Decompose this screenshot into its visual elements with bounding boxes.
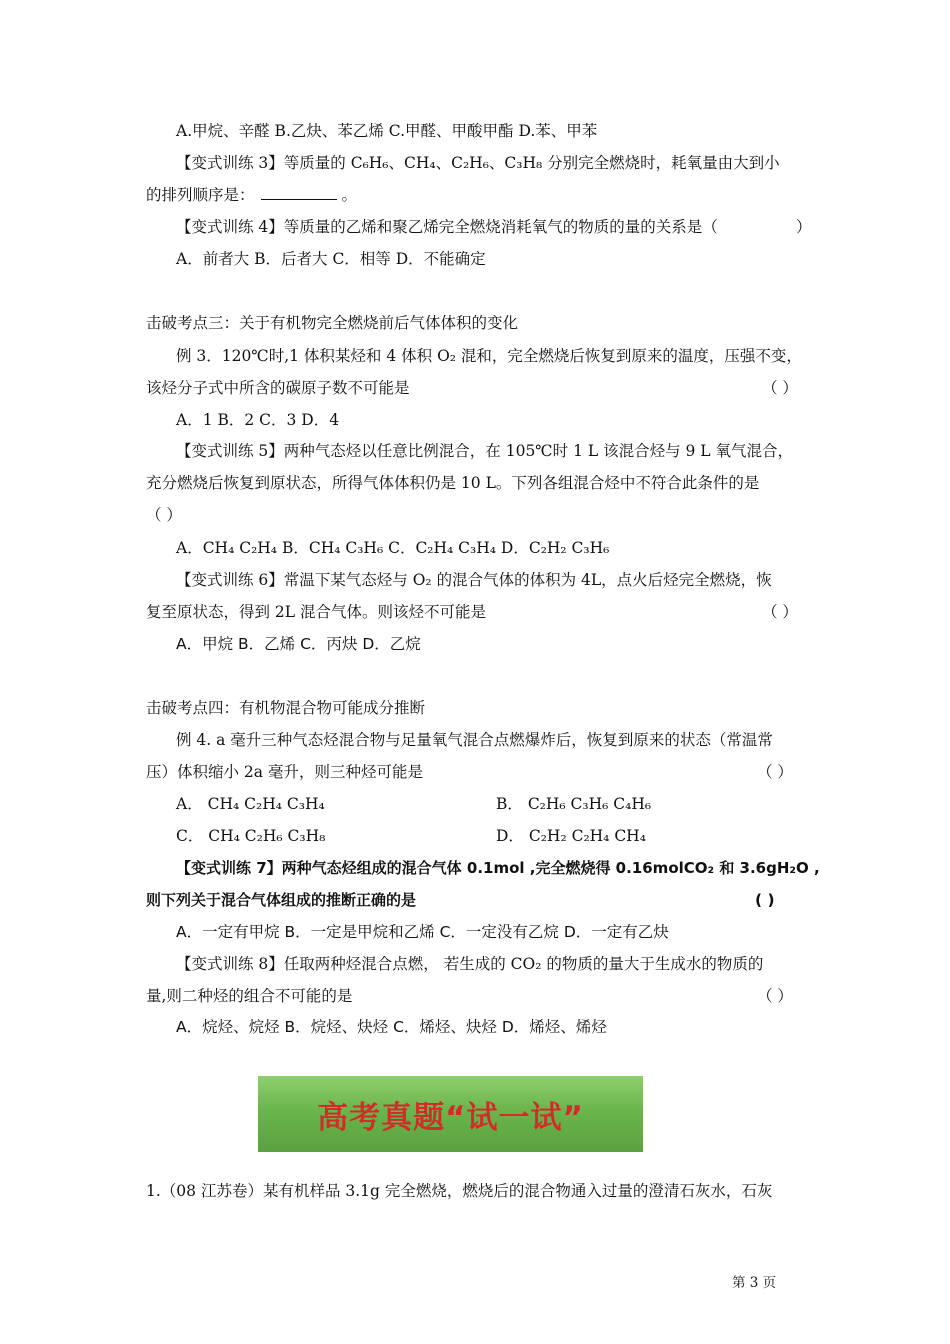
exercise-6-paren: （ ） xyxy=(762,603,798,621)
exercise-3-text: 【变式训练 3】等质量的 C₆H₆、CH₄、C₂H₆、C₃H₈ 分别完全燃烧时，耗氧量由大到小 xyxy=(176,154,780,172)
exercise-8-text: 【变式训练 8】任取两种烃混合点燃， 若生成的 CO₂ 的物质的量大于生成水的物质的 xyxy=(176,955,764,973)
example-4-text: 例 4. a 毫升三种气态烃混合物与足量氧气混合点燃爆炸后，恢复到原来的状态（常温常 xyxy=(176,731,773,749)
exercise-4-text: 【变式训练 4】等质量的乙烯和聚乙烯完全燃烧消耗氧气的物质的量的关系是（ xyxy=(176,218,718,236)
exercise-7-continuation: 则下列关于混合气体组成的推断正确的是 xyxy=(146,891,417,909)
exercise-3-continuation xyxy=(146,185,357,205)
exercise-4-paren: ） xyxy=(796,218,812,236)
page-number: 第 3 页 xyxy=(732,1275,777,1291)
exercise-6-options: A．甲烷 B．乙烯 C．丙炔 D．乙烷 xyxy=(176,635,421,653)
example-3-question: 该烃分子式中所含的碳原子数不可能是 xyxy=(146,379,410,397)
exercise-5-text: 【变式训练 5】两种气态烃以任意比例混合，在 105℃时 1 L 该混合烃与 9 L 氧气混合， xyxy=(176,442,794,460)
exercise-5-continuation: 充分燃烧后恢复到原状态，所得气体体积仍是 10 L。下列各组混合烃中不符合此条件的是 xyxy=(146,474,760,492)
gaokao-banner xyxy=(258,1076,643,1152)
example-3-paren: （ ） xyxy=(762,379,798,397)
example-3-options: A．1 B．2 C．3 D．4 xyxy=(176,411,340,429)
options-line: A.甲烷、辛醛 B.乙炔、苯乙烯 C.甲醛、甲酸甲酯 D.苯、甲苯 xyxy=(176,122,598,140)
exercise-7-paren: ( ) xyxy=(755,891,775,909)
section-4-heading: 击破考点四：有机物混合物可能成分推断 xyxy=(146,699,426,717)
example-4-option-a: A． CH₄ C₂H₄ C₃H₄ xyxy=(176,795,325,813)
exercise-6-text: 【变式训练 6】常温下某气态烃与 O₂ 的混合气体的体积为 4L，点火后烃完全燃烧，恢 xyxy=(176,571,772,589)
example-3-text: 例 3．120℃时,1 体积某烃和 4 体积 O₂ 混和，完全燃烧后恢复到原来的温度，压强不变， xyxy=(176,347,802,365)
exercise-3-prompt: 的排列顺序是： xyxy=(146,186,255,204)
exercise-8-continuation: 量,则二种烃的组合不可能的是 xyxy=(146,987,353,1005)
banner-title: 高考真题“试一试” xyxy=(317,1099,584,1136)
exercise-8-options: A．烷烃、烷烃 B．烷烃、炔烃 C．烯烃、炔烃 D．烯烃、烯烃 xyxy=(176,1018,607,1036)
exercise-7-text: 【变式训练 7】两种气态烃组成的混合气体 0.1mol ,完全燃烧得 0.16molCO₂ 和 3.6gH₂O , xyxy=(176,859,820,877)
example-4-option-b: B． C₂H₆ C₃H₆ C₄H₆ xyxy=(496,795,652,813)
example-4-continuation: 压）体积缩小 2a 毫升，则三种烃可能是 xyxy=(146,763,423,781)
example-4-option-d: D． C₂H₂ C₂H₄ CH₄ xyxy=(496,827,646,845)
answer-blank[interactable] xyxy=(261,185,337,200)
exercise-8-paren: （ ） xyxy=(757,987,793,1005)
exercise-5-paren: （ ） xyxy=(146,506,182,524)
exercise-5-options: A．CH₄ C₂H₄ B．CH₄ C₃H₆ C．C₂H₄ C₃H₄ D．C₂H₂ C₃H₆ xyxy=(176,539,610,557)
question-1-text: 1.（08 江苏卷）某有机样品 3.1g 完全燃烧，燃烧后的混合物通入过量的澄清石灰水，石灰 xyxy=(146,1182,773,1200)
example-4-paren: （ ） xyxy=(757,763,793,781)
example-4-option-c: C． CH₄ C₂H₆ C₃H₈ xyxy=(176,827,326,845)
exercise-6-continuation: 复至原状态，得到 2L 混合气体。则该烃不可能是 xyxy=(146,603,487,621)
exercise-7-options: A．一定有甲烷 B．一定是甲烷和乙烯 C．一定没有乙烷 D．一定有乙炔 xyxy=(176,923,669,941)
section-3-heading: 击破考点三：关于有机物完全燃烧前后气体体积的变化 xyxy=(146,314,519,332)
period: 。 xyxy=(341,186,357,204)
exercise-4-options: A．前者大 B．后者大 C．相等 D．不能确定 xyxy=(176,250,486,268)
